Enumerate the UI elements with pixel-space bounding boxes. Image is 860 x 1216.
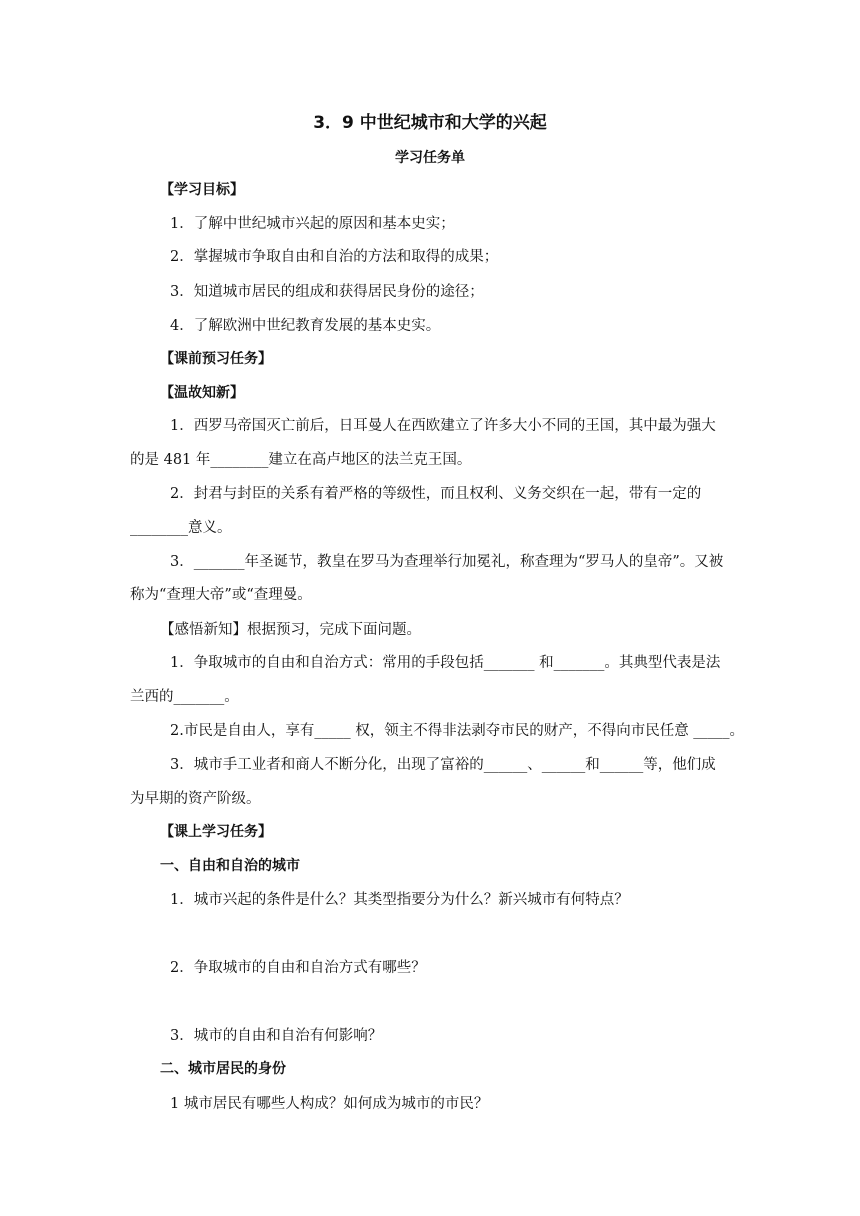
subsection-heading-residents: 二、城市居民的身份 (160, 1061, 286, 1077)
new-knowledge-q3-line2: 为早期的资产阶级。 (130, 791, 261, 807)
objective-2: 2．掌握城市争取自由和自治的方法和取得的成果； (170, 249, 499, 265)
in-class-q3: 3．城市的自由和自治有何影响？ (170, 1028, 383, 1044)
review-q3-line1: 3．_______年圣诞节，教皇在罗马为查理举行加冕礼，称查理为“罗马人的皇帝”。又被 (170, 554, 724, 570)
objective-4: 4．了解欧洲中世纪教育发展的基本史实。 (170, 318, 441, 334)
review-q2-line1: 2．封君与封臣的关系有着严格的等级性，而且权利、义务交织在一起，带有一定的 (170, 486, 702, 502)
section-heading-in-class: 【课上学习任务】 (160, 824, 272, 840)
objective-1: 1．了解中世纪城市兴起的原因和基本史实； (170, 216, 455, 232)
section-heading-review: 【温故知新】 (160, 385, 244, 401)
section-heading-objectives: 【学习目标】 (160, 182, 244, 198)
review-q1-line1: 1．西罗马帝国灭亡前后，日耳曼人在西欧建立了许多大小不同的王国，其中最为强大 (170, 418, 716, 434)
new-knowledge-q1-line2: 兰西的_______。 (130, 689, 239, 705)
document-title: 3．9 中世纪城市和大学的兴起 (313, 113, 547, 133)
review-q3-line2: 称为“查理大帝”或“查理曼。 (130, 587, 312, 603)
review-q2-line2: ________意义。 (130, 520, 232, 536)
review-q1-line2: 的是 481 年________建立在高卢地区的法兰克王国。 (130, 452, 472, 468)
new-knowledge-intro: 【感悟新知】根据预习，完成下面问题。 (160, 622, 421, 638)
in-class-q2: 2．争取城市的自由和自治方式有哪些？ (170, 960, 426, 976)
subsection-heading-free-cities: 一、自由和自治的城市 (160, 858, 300, 874)
residents-q1: 1 城市居民有哪些人构成？如何成为城市的市民？ (170, 1096, 489, 1112)
document-subtitle: 学习任务单 (395, 150, 465, 166)
in-class-q1: 1．城市兴起的条件是什么？其类型指要分为什么？新兴城市有何特点？ (170, 892, 629, 908)
section-heading-preview: 【课前预习任务】 (160, 351, 272, 367)
objective-3: 3．知道城市居民的组成和获得居民身份的途径； (170, 284, 484, 300)
new-knowledge-q2: 2.市民是自由人，享有_____ 权，领主不得非法剥夺市民的财产，不得向市民任意 _____。 (170, 723, 745, 739)
new-knowledge-q1-line1: 1．争取城市的自由和自治方式：常用的手段包括_______ 和_______。其典型代表是法 (170, 655, 721, 671)
new-knowledge-q3-line1: 3．城市手工业者和商人不断分化，出现了富裕的______、______和______等，他们成 (170, 757, 716, 773)
